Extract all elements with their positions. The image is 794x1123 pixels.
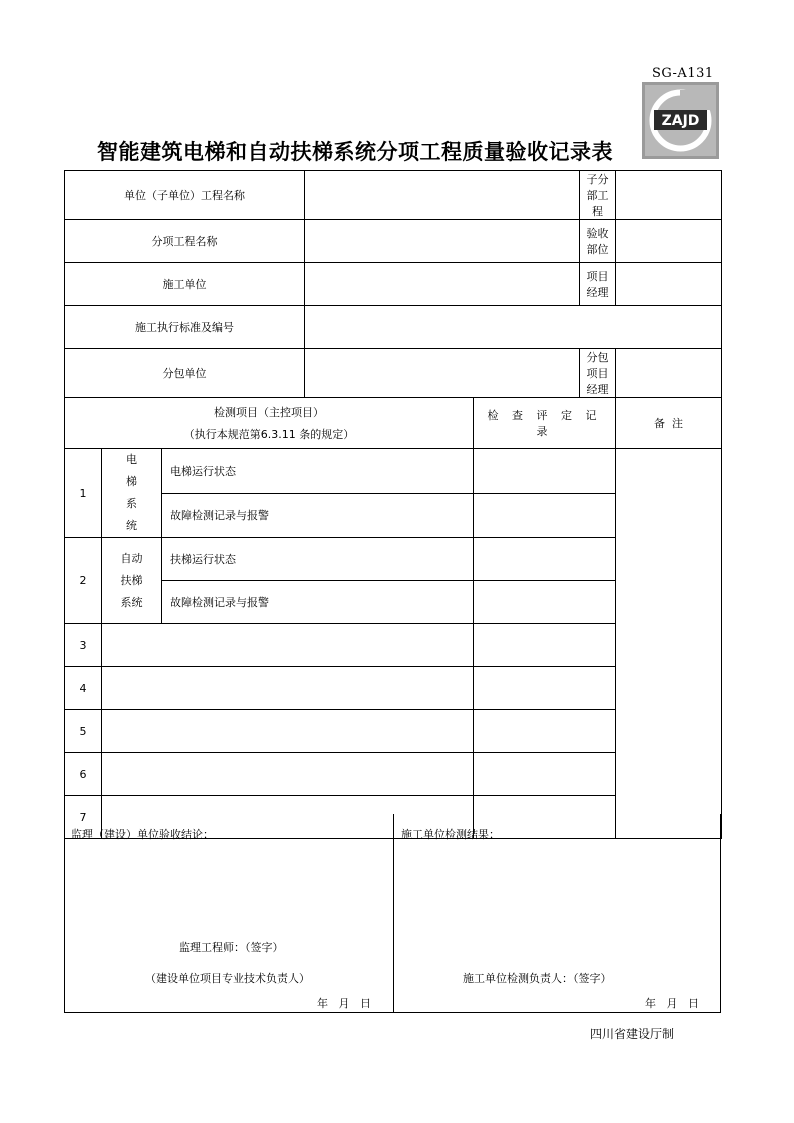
unit-name-label: 单位（子单位）工程名称 (65, 171, 305, 220)
zajd-logo (642, 82, 719, 159)
row-number: 7 (65, 796, 102, 839)
check-item: 扶梯运行状态 (162, 538, 474, 581)
signoff-section (64, 814, 721, 1013)
record-field[interactable] (474, 624, 616, 667)
construction-unit-field[interactable] (305, 263, 580, 306)
check-item: 故障检测记录与报警 (162, 581, 474, 624)
acceptance-part-label: 验收部位 (580, 220, 616, 263)
page-title: 智能建筑电梯和自动扶梯系统分项工程质量验收记录表 (97, 140, 613, 164)
project-manager-field[interactable] (616, 263, 722, 306)
record-field[interactable] (474, 753, 616, 796)
row-number: 5 (65, 710, 102, 753)
sub-division-label: 子分部工程 (580, 171, 616, 220)
date-left: 年 月 日 (317, 997, 371, 1010)
sub-manager-label: 分包项目经理 (580, 349, 616, 398)
check-item-field[interactable] (102, 710, 474, 753)
record-field[interactable] (474, 449, 616, 494)
row-number: 1 (65, 449, 102, 538)
record-field[interactable] (474, 710, 616, 753)
logo-text: ZAJD (661, 113, 700, 129)
standard-label: 施工执行标准及编号 (65, 306, 305, 349)
acceptance-table (64, 170, 722, 839)
form-code: SG-A131 (652, 66, 714, 81)
sub-manager-field[interactable] (616, 349, 722, 398)
record-field[interactable] (474, 667, 616, 710)
construction-result-label: 施工单位检测结果： (401, 828, 500, 841)
row-number: 2 (65, 538, 102, 624)
record-field[interactable] (474, 581, 616, 624)
standard-field[interactable] (305, 306, 722, 349)
construction-unit-label: 施工单位 (65, 263, 305, 306)
category-elevator-system: 电 梯 系 统 (102, 449, 162, 538)
signoff-divider (393, 814, 394, 1012)
construction-signature-label: 施工单位检测负责人：（签字） (463, 972, 612, 985)
supervisor-signature-label: 监理工程师：（签字） (179, 941, 284, 954)
subcontractor-field[interactable] (305, 349, 580, 398)
subcontractor-label: 分包单位 (65, 349, 305, 398)
check-item-field[interactable] (102, 667, 474, 710)
owner-tech-label: （建设单位项目专业技术负责人） (145, 972, 310, 985)
unit-name-field[interactable] (305, 171, 580, 220)
supervision-conclusion-label: 监理（建设）单位验收结论： (71, 828, 214, 841)
check-item-header (65, 398, 474, 449)
record-field[interactable] (474, 493, 616, 538)
check-item: 故障检测记录与报警 (162, 493, 474, 538)
acceptance-part-field[interactable] (616, 220, 722, 263)
remark-header: 备 注 (616, 398, 722, 449)
check-item-field[interactable] (102, 753, 474, 796)
item-name-field[interactable] (305, 220, 580, 263)
record-field[interactable] (474, 538, 616, 581)
sub-division-field[interactable] (616, 171, 722, 220)
row-number: 3 (65, 624, 102, 667)
check-item: 电梯运行状态 (162, 449, 474, 494)
check-item-header-line2: （执行本规范第6.3.11 条的规定） (183, 428, 355, 441)
category-escalator-system: 自动 扶梯 系统 (102, 538, 162, 624)
project-manager-label: 项目经理 (580, 263, 616, 306)
issuer-footer: 四川省建设厅制 (590, 1027, 675, 1041)
record-header: 检 查 评 定 记 录 (474, 398, 616, 449)
row-number: 4 (65, 667, 102, 710)
row-number: 6 (65, 753, 102, 796)
item-name-label: 分项工程名称 (65, 220, 305, 263)
remark-field[interactable] (616, 449, 722, 839)
check-item-header-line1: 检测项目（主控项目） (214, 406, 324, 419)
check-item-field[interactable] (102, 624, 474, 667)
date-right: 年 月 日 (645, 997, 699, 1010)
